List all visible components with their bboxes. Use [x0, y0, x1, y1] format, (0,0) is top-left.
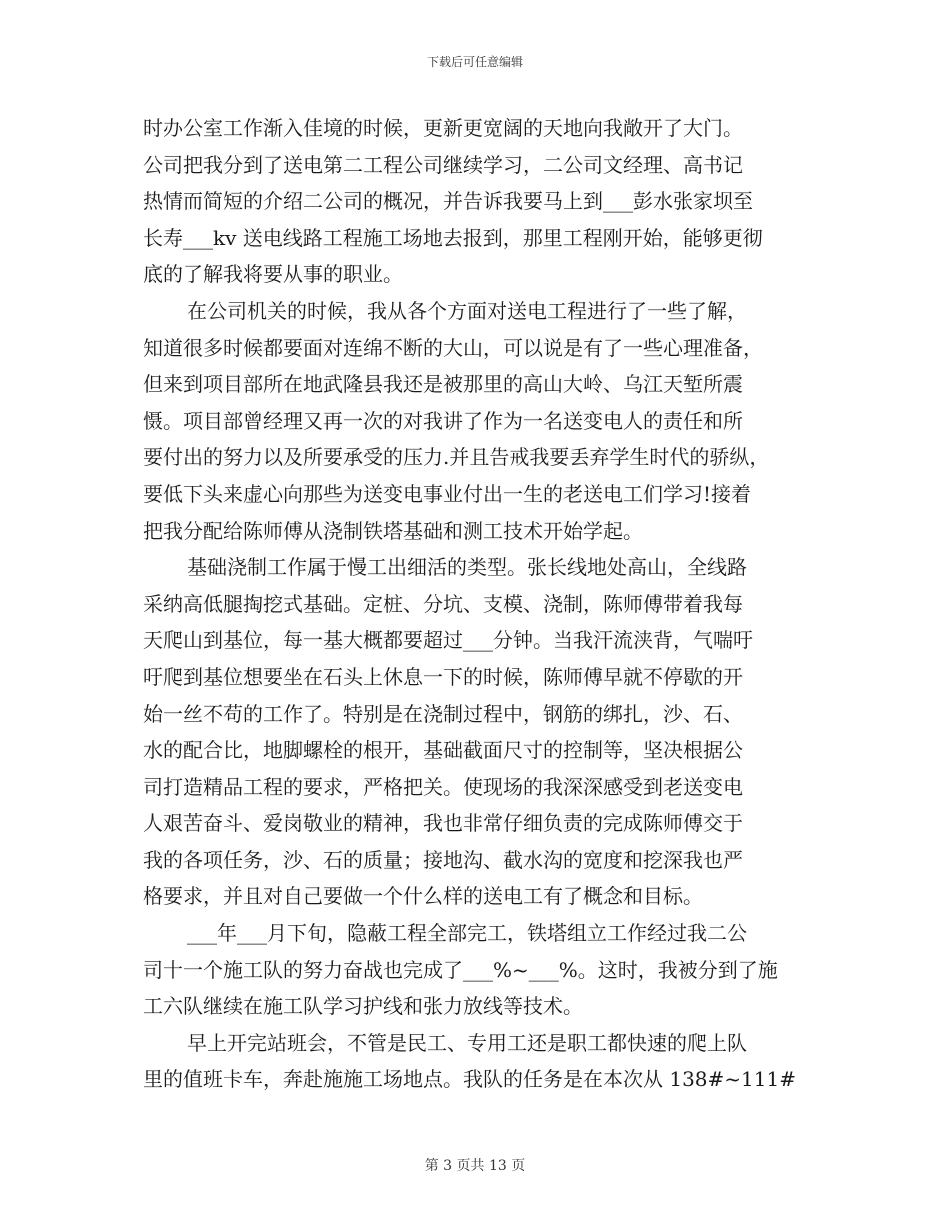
text-line: 公司把我分到了送电第二工程公司继续学习，二公司文经理、高书记 [143, 152, 743, 177]
page-header: 下载后可任意编辑 [426, 55, 523, 69]
document-body [143, 110, 811, 1098]
text-line: 热情而简短的介绍二公司的概况，并告诉我要马上到___彭水张家坝至 [143, 189, 753, 214]
text-line: 我的各项任务，沙、石的质量；接地沟、截水沟的宽度和挖深我也严 [143, 847, 743, 872]
text-line: 知道很多时候都要面对连绵不断的大山，可以说是有了一些心理准备， [143, 335, 763, 360]
text-line: 始一丝不苟的工作了。特别是在浇制过程中，钢筋的绑扎，沙、石、 [143, 701, 743, 726]
text-line: 水的配合比，地脚螺栓的根开，基础截面尺寸的控制等，坚决根据公 [143, 738, 743, 763]
page-footer: 第 3 页共 13 页 [424, 1158, 526, 1174]
text-line: 在公司机关的时候，我从各个方面对送电工程进行了一些了解， [187, 298, 747, 323]
text-line: 天爬山到基位，每一基大概都要超过___分钟。当我汗流浃背，气喘吁 [143, 628, 753, 653]
text-line: ___年___月下旬，隐蔽工程全部完工，铁塔组立工作经过我二公 [187, 921, 747, 946]
text-line: 时办公室工作渐入佳境的时候，更新更宽阔的天地向我敞开了大门。 [143, 116, 743, 140]
text-line: 吁爬到基位想要坐在石头上休息一下的时候，陈师傅早就不停歇的开 [143, 664, 743, 689]
text-line: 要低下头来虚心向那些为送变电事业付出一生的老送电工们学习!接着 [143, 481, 752, 506]
text-line: 慑。项目部曾经理又再一次的对我讲了作为一名送变电人的责任和所 [143, 408, 743, 433]
text-line: 但来到项目部所在地武隆县我还是被那里的高山大岭、乌江天堑所震 [143, 372, 743, 397]
text-line: 人艰苦奋斗、爱岗敬业的精神，我也非常仔细负责的完成陈师傅交于 [143, 811, 743, 836]
text-line: 基础浇制工作属于慢工出细活的类型。张长线地处高山，全线路 [187, 555, 747, 580]
text-line: 格要求，并且对自己要做一个什么样的送电工有了概念和目标。 [143, 884, 703, 909]
text-line: 要付出的努力以及所要承受的压力.并且告戒我要丢弃学生时代的骄纵， [143, 445, 770, 470]
text-line: 司十一个施工队的努力奋战也完成了___%~___%。这时，我被分到了施 [143, 957, 778, 982]
text-line: 司打造精品工程的要求，严格把关。使现场的我深深感受到老送变电 [143, 774, 743, 799]
text-line: 底的了解我将要从事的职业。 [143, 262, 403, 287]
text-line: 把我分配给陈师傅从浇制铁塔基础和测工技术开始学起。 [143, 518, 643, 543]
text-line: 采纳高低腿掏挖式基础。定桩、分坑、支模、浇制，陈师傅带着我每 [143, 591, 743, 616]
text-line: 长寿___kv 送电线路工程施工场地去报到，那里工程刚开始，能够更彻 [143, 225, 763, 250]
text-line: 工六队继续在施工队学习护线和张力放线等技术。 [143, 994, 583, 1019]
text-line: 早上开完站班会，不管是民工、专用工还是职工都快速的爬上队 [187, 1030, 747, 1055]
text-line: 里的值班卡车，奔赴施施工场地点。我队的任务是在本次从 138#~111# [143, 1067, 796, 1092]
